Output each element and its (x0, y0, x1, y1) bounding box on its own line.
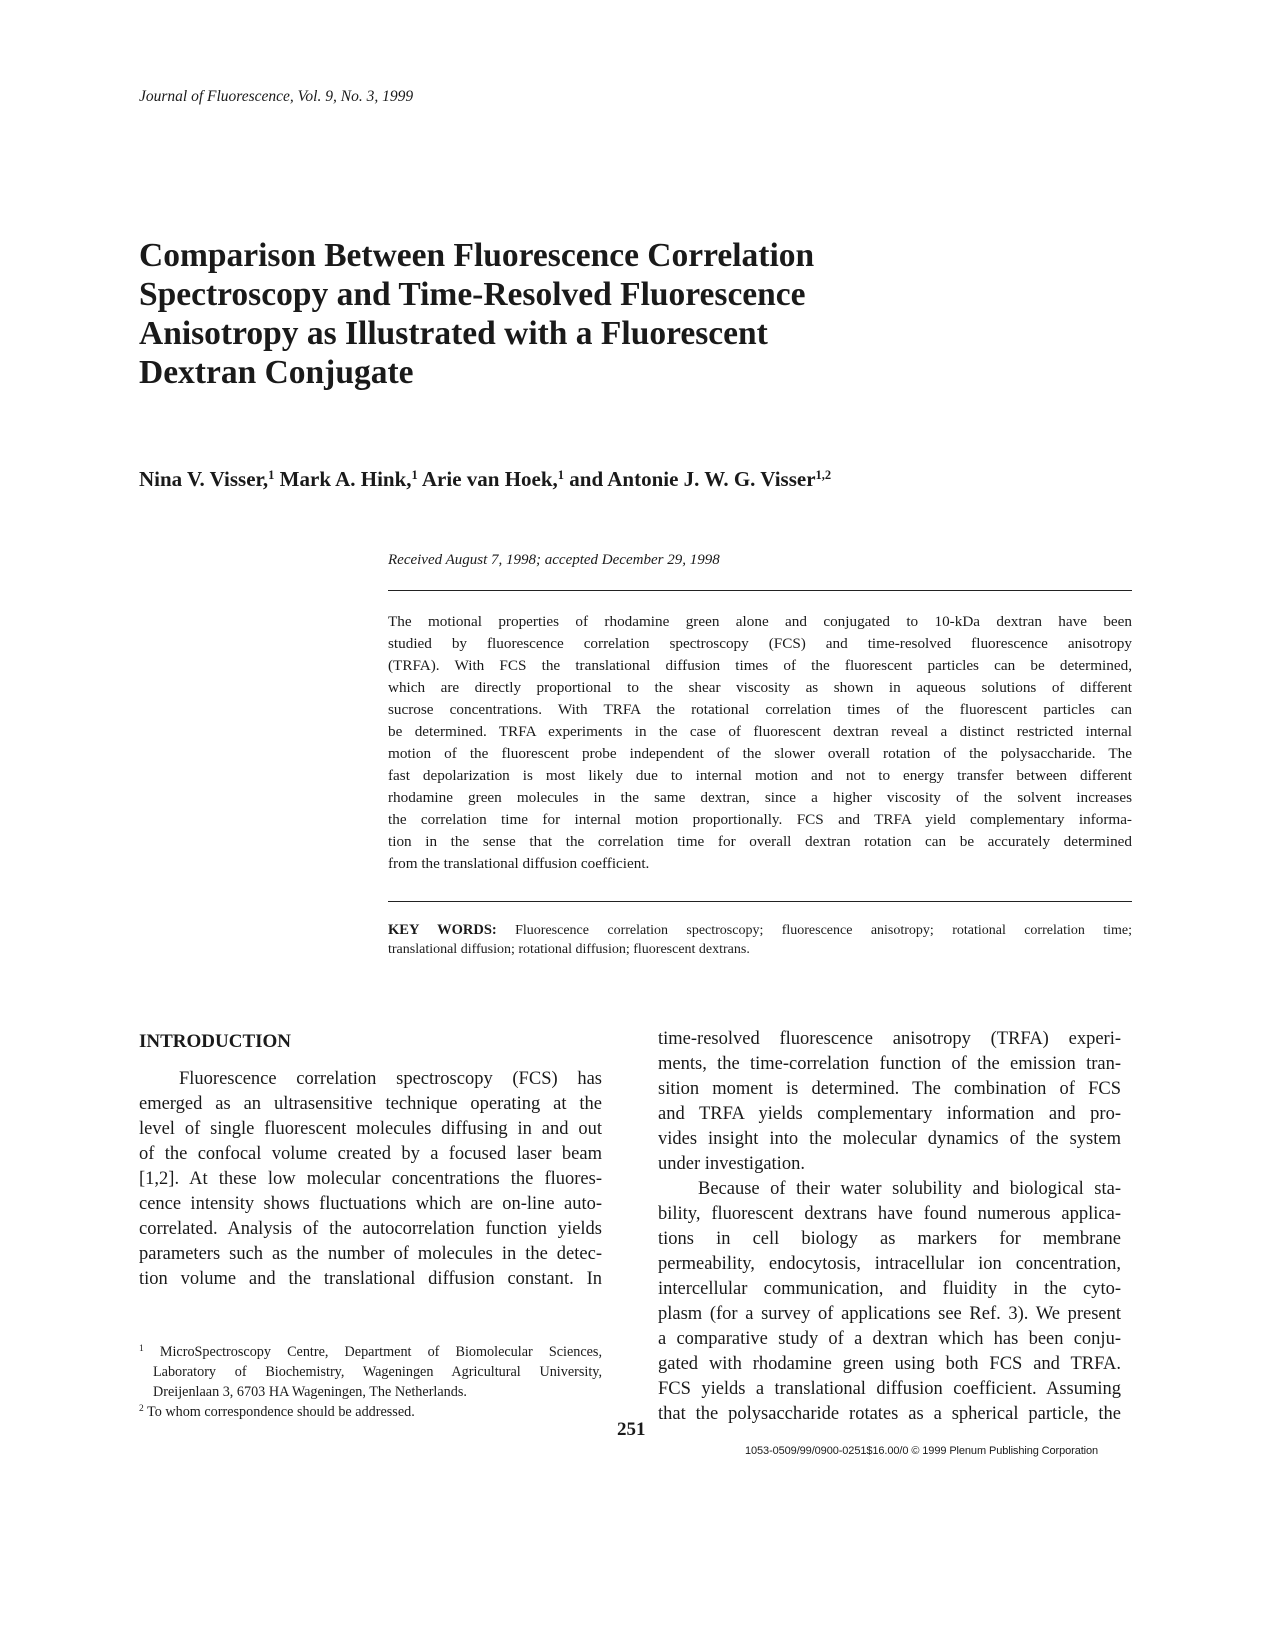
author-list (139, 467, 831, 492)
keywords-label: KEY WORDS: (388, 922, 497, 938)
section-heading: INTRODUCTION (139, 1031, 292, 1052)
affiliation-mark: 1,2 (815, 468, 832, 482)
footnote-mark: 2 (139, 1404, 144, 1414)
footnote-line: Dreijenlaan 3, 6703 HA Wageningen, The Netherlands. (153, 1384, 467, 1400)
keywords (388, 921, 1132, 959)
copyright-line: 1053-0509/99/0900-0251$16.00/0 © 1999 Plenum Publishing Corporation (745, 1445, 1099, 1457)
body-column-right (658, 1027, 1121, 1427)
title-line: Comparison Between Fluorescence Correlation (139, 237, 815, 274)
abstract-line: tion in the sense that the correlation time for overall dextran rotation can be accurately determined (388, 833, 1132, 850)
journal-citation: Journal of Fluorescence, Vol. 9, No. 3, 1999 (139, 88, 414, 105)
author-name: and Antonie J. W. G. Visser (569, 467, 816, 491)
paper-title (139, 236, 919, 392)
title-line: Spectroscopy and Time-Resolved Fluorescence (139, 276, 806, 313)
footnote-text: To whom correspondence should be addressed. (147, 1404, 415, 1420)
body-line: FCS yields a translational diffusion coefficient. Assuming (658, 1379, 1121, 1399)
body-line: [1,2]. At these low molecular concentrations the fluores- (139, 1169, 602, 1189)
abstract-line: which are directly proportional to the shear viscosity as shown in aqueous solutions of different (388, 679, 1132, 696)
footnote-2 (139, 1402, 602, 1422)
body-line: ments, the time-correlation function of the emission tran- (658, 1054, 1121, 1074)
footnotes (139, 1342, 602, 1422)
body-line: that the polysaccharide rotates as a spherical particle, the (658, 1404, 1121, 1424)
body-column-left (139, 1067, 602, 1292)
footnote-line: Laboratory of Biochemistry, Wageningen Agricultural University, (153, 1364, 602, 1380)
footnote-text: MicroSpectroscopy Centre, Department of Biomolecular Sciences, (159, 1344, 603, 1360)
body-line: tion volume and the translational diffusion constant. In (139, 1269, 602, 1289)
title-line: Dextran Conjugate (139, 354, 414, 391)
abstract-line: (TRFA). With FCS the translational diffusion times of the fluorescent particles can be determined, (388, 657, 1132, 674)
body-line: a comparative study of a dextran which has been conju- (658, 1329, 1121, 1349)
abstract-top-rule (388, 590, 1132, 591)
body-line: cence intensity shows fluctuations which are on-line auto- (139, 1194, 602, 1214)
body-line: bility, fluorescent dextrans have found numerous applica- (658, 1204, 1121, 1224)
body-line: gated with rhodamine green using both FCS and TRFA. (658, 1354, 1121, 1374)
affiliation-mark: 1 (411, 468, 418, 482)
keywords-line: translational diffusion; rotational diffusion; fluorescent dextrans. (388, 942, 750, 957)
title-line: Anisotropy as Illustrated with a Fluorescent (139, 315, 768, 352)
abstract-line: from the translational diffusion coefficient. (388, 855, 650, 872)
keywords-line (388, 921, 1132, 940)
affiliation-mark: 1 (557, 468, 565, 482)
abstract (388, 611, 1132, 875)
body-line: correlated. Analysis of the autocorrelation function yields (139, 1219, 602, 1239)
affiliation-mark: 1 (268, 468, 275, 482)
author-name: Arie van Hoek, (421, 467, 558, 491)
abstract-bottom-rule (388, 901, 1132, 902)
body-line: permeability, endocytosis, intracellular ion concentration, (658, 1254, 1121, 1274)
received-dates: Received August 7, 1998; accepted December 29, 1998 (388, 552, 720, 568)
body-line: under investigation. (658, 1154, 805, 1174)
body-line: sition moment is determined. The combination of FCS (658, 1079, 1121, 1099)
body-line: plasm (for a survey of applications see Ref. 3). We present (658, 1304, 1121, 1324)
page-number: 251 (617, 1419, 646, 1440)
footnote-mark: 1 (139, 1344, 144, 1354)
abstract-line: fast depolarization is most likely due to internal motion and not to energy transfer between different (388, 767, 1132, 784)
body-line: and TRFA yields complementary information and pro- (658, 1104, 1121, 1124)
abstract-line: rhodamine green molecules in the same dextran, since a higher viscosity of the solvent increases (388, 789, 1132, 806)
body-line: time-resolved fluorescence anisotropy (TRFA) experi- (658, 1029, 1121, 1049)
body-line: of the confocal volume created by a focused laser beam (139, 1144, 602, 1164)
author-name: Nina V. Visser, (139, 467, 269, 491)
keywords-text: Fluorescence correlation spectroscopy; fluorescence anisotropy; rotational correlation time; (515, 923, 1132, 938)
body-line: emerged as an ultrasensitive technique operating at the (139, 1094, 602, 1114)
abstract-line: the correlation time for internal motion proportionally. FCS and TRFA yield complementary informa- (388, 811, 1132, 828)
body-line: level of single fluorescent molecules diffusing in and out (139, 1119, 602, 1139)
footnote-1 (139, 1342, 602, 1362)
abstract-line: be determined. TRFA experiments in the case of fluorescent dextran reveal a distinct restricted internal (388, 723, 1132, 740)
abstract-line: sucrose concentrations. With TRFA the rotational correlation times of the fluorescent particles can (388, 701, 1132, 718)
body-line: Fluorescence correlation spectroscopy (FCS) has (179, 1069, 602, 1089)
body-line: Because of their water solubility and biological sta- (698, 1179, 1121, 1199)
abstract-line: The motional properties of rhodamine green alone and conjugated to 10-kDa dextran have been (388, 613, 1132, 630)
body-line: vides insight into the molecular dynamics of the system (658, 1129, 1121, 1149)
body-line: tions in cell biology as markers for membrane (658, 1229, 1121, 1249)
body-line: intercellular communication, and fluidity in the cyto- (658, 1279, 1121, 1299)
abstract-line: motion of the fluorescent probe independent of the slower overall rotation of the polysaccharide. The (388, 745, 1132, 762)
author-name: Mark A. Hink, (279, 467, 412, 491)
abstract-line: studied by fluorescence correlation spectroscopy (FCS) and time-resolved fluorescence anisotropy (388, 635, 1132, 652)
body-line: parameters such as the number of molecules in the detec- (139, 1244, 602, 1264)
